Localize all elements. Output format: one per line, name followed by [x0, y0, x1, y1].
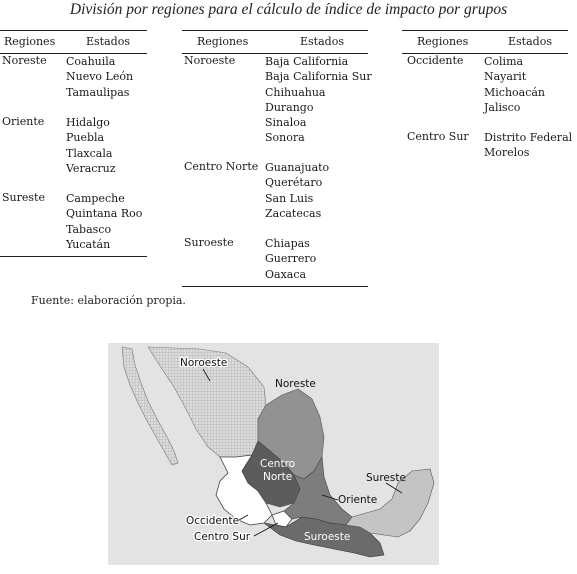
table-header [0, 30, 147, 54]
state-list [66, 115, 116, 176]
state-name: Campeche [66, 192, 125, 205]
map-label-centro-sur: Centro Sur [194, 531, 251, 543]
state-list [484, 54, 545, 115]
state-name: Guanajuato [265, 161, 330, 174]
table-title: División por regiones para el cálculo de índice de impacto por grupos [69, 1, 508, 18]
source-note: Fuente: elaboración propia. [31, 294, 186, 307]
map-label-centro-norte-1: Centro [260, 458, 296, 470]
region-name: Oriente [2, 115, 45, 128]
state-name: Baja California Sur [265, 70, 372, 84]
state-name: Nuevo León [66, 70, 134, 84]
state-list [265, 236, 316, 282]
map-label-sureste: Sureste [366, 472, 406, 484]
state-name: Querétaro [265, 176, 323, 190]
regions-table-2 [182, 30, 372, 288]
region-name: Suroeste [184, 236, 234, 249]
table-header [402, 30, 568, 54]
regions-map [108, 343, 439, 565]
map-label-noreste: Noreste [275, 378, 316, 390]
state-name: Zacatecas [265, 206, 322, 220]
regions-table-3 [402, 30, 573, 170]
state-name: Chihuahua [265, 85, 326, 99]
map-label-centro-norte-2: Norte [263, 471, 293, 483]
map-label-suroeste: Suroeste [304, 531, 351, 543]
state-name: Sinaloa [265, 116, 307, 130]
state-list [265, 54, 372, 146]
table-header [182, 30, 368, 54]
map-label-noroeste: Noroeste [180, 357, 228, 369]
table-bottom-rule [0, 256, 147, 257]
header-estados: Estados [86, 35, 130, 48]
region-name: Centro Sur [407, 130, 469, 143]
state-list [66, 191, 142, 252]
mexico-regions-map [108, 343, 439, 565]
state-name: Oaxaca [265, 267, 307, 281]
header-regiones: Regiones [4, 35, 56, 48]
header-regiones: Regiones [197, 35, 249, 48]
state-name: Yucatán [66, 237, 111, 251]
state-name: Sonora [265, 131, 305, 145]
state-name: Hidalgo [66, 116, 110, 129]
header-regiones: Regiones [417, 35, 469, 48]
state-name: Colima [484, 55, 524, 68]
state-name: Puebla [66, 131, 105, 145]
state-list [265, 160, 329, 221]
region-name: Centro Norte [184, 160, 259, 173]
state-name: Morelos [484, 146, 530, 160]
header-estados: Estados [300, 35, 344, 48]
state-name: Coahuila [66, 55, 116, 68]
map-label-oriente: Oriente [338, 494, 378, 506]
state-name: Veracruz [66, 161, 116, 175]
state-name: Nayarit [484, 70, 527, 84]
state-name: Quintana Roo [66, 207, 143, 221]
state-name: Distrito Federal [484, 131, 573, 144]
state-name: Jalisco [484, 100, 521, 114]
state-list [484, 130, 572, 161]
state-name: Tabasco [66, 222, 112, 236]
regions-table-1 [0, 30, 147, 258]
header-estados: Estados [508, 35, 552, 48]
region-name: Noreste [2, 54, 47, 67]
state-name: San Luis [265, 191, 314, 205]
state-name: Tlaxcala [66, 146, 113, 160]
table-bottom-rule [182, 286, 368, 287]
state-name: Michoacán [484, 85, 546, 99]
region-name: Sureste [2, 191, 45, 204]
state-name: Baja California [265, 55, 349, 68]
state-name: Guerrero [265, 252, 317, 266]
region-name: Occidente [407, 54, 464, 67]
state-name: Durango [265, 100, 314, 114]
state-name: Chiapas [265, 237, 310, 250]
state-name: Tamaulipas [66, 85, 130, 99]
map-label-occidente: Occidente [186, 515, 240, 527]
state-list [66, 54, 133, 100]
region-name: Noroeste [184, 54, 236, 67]
